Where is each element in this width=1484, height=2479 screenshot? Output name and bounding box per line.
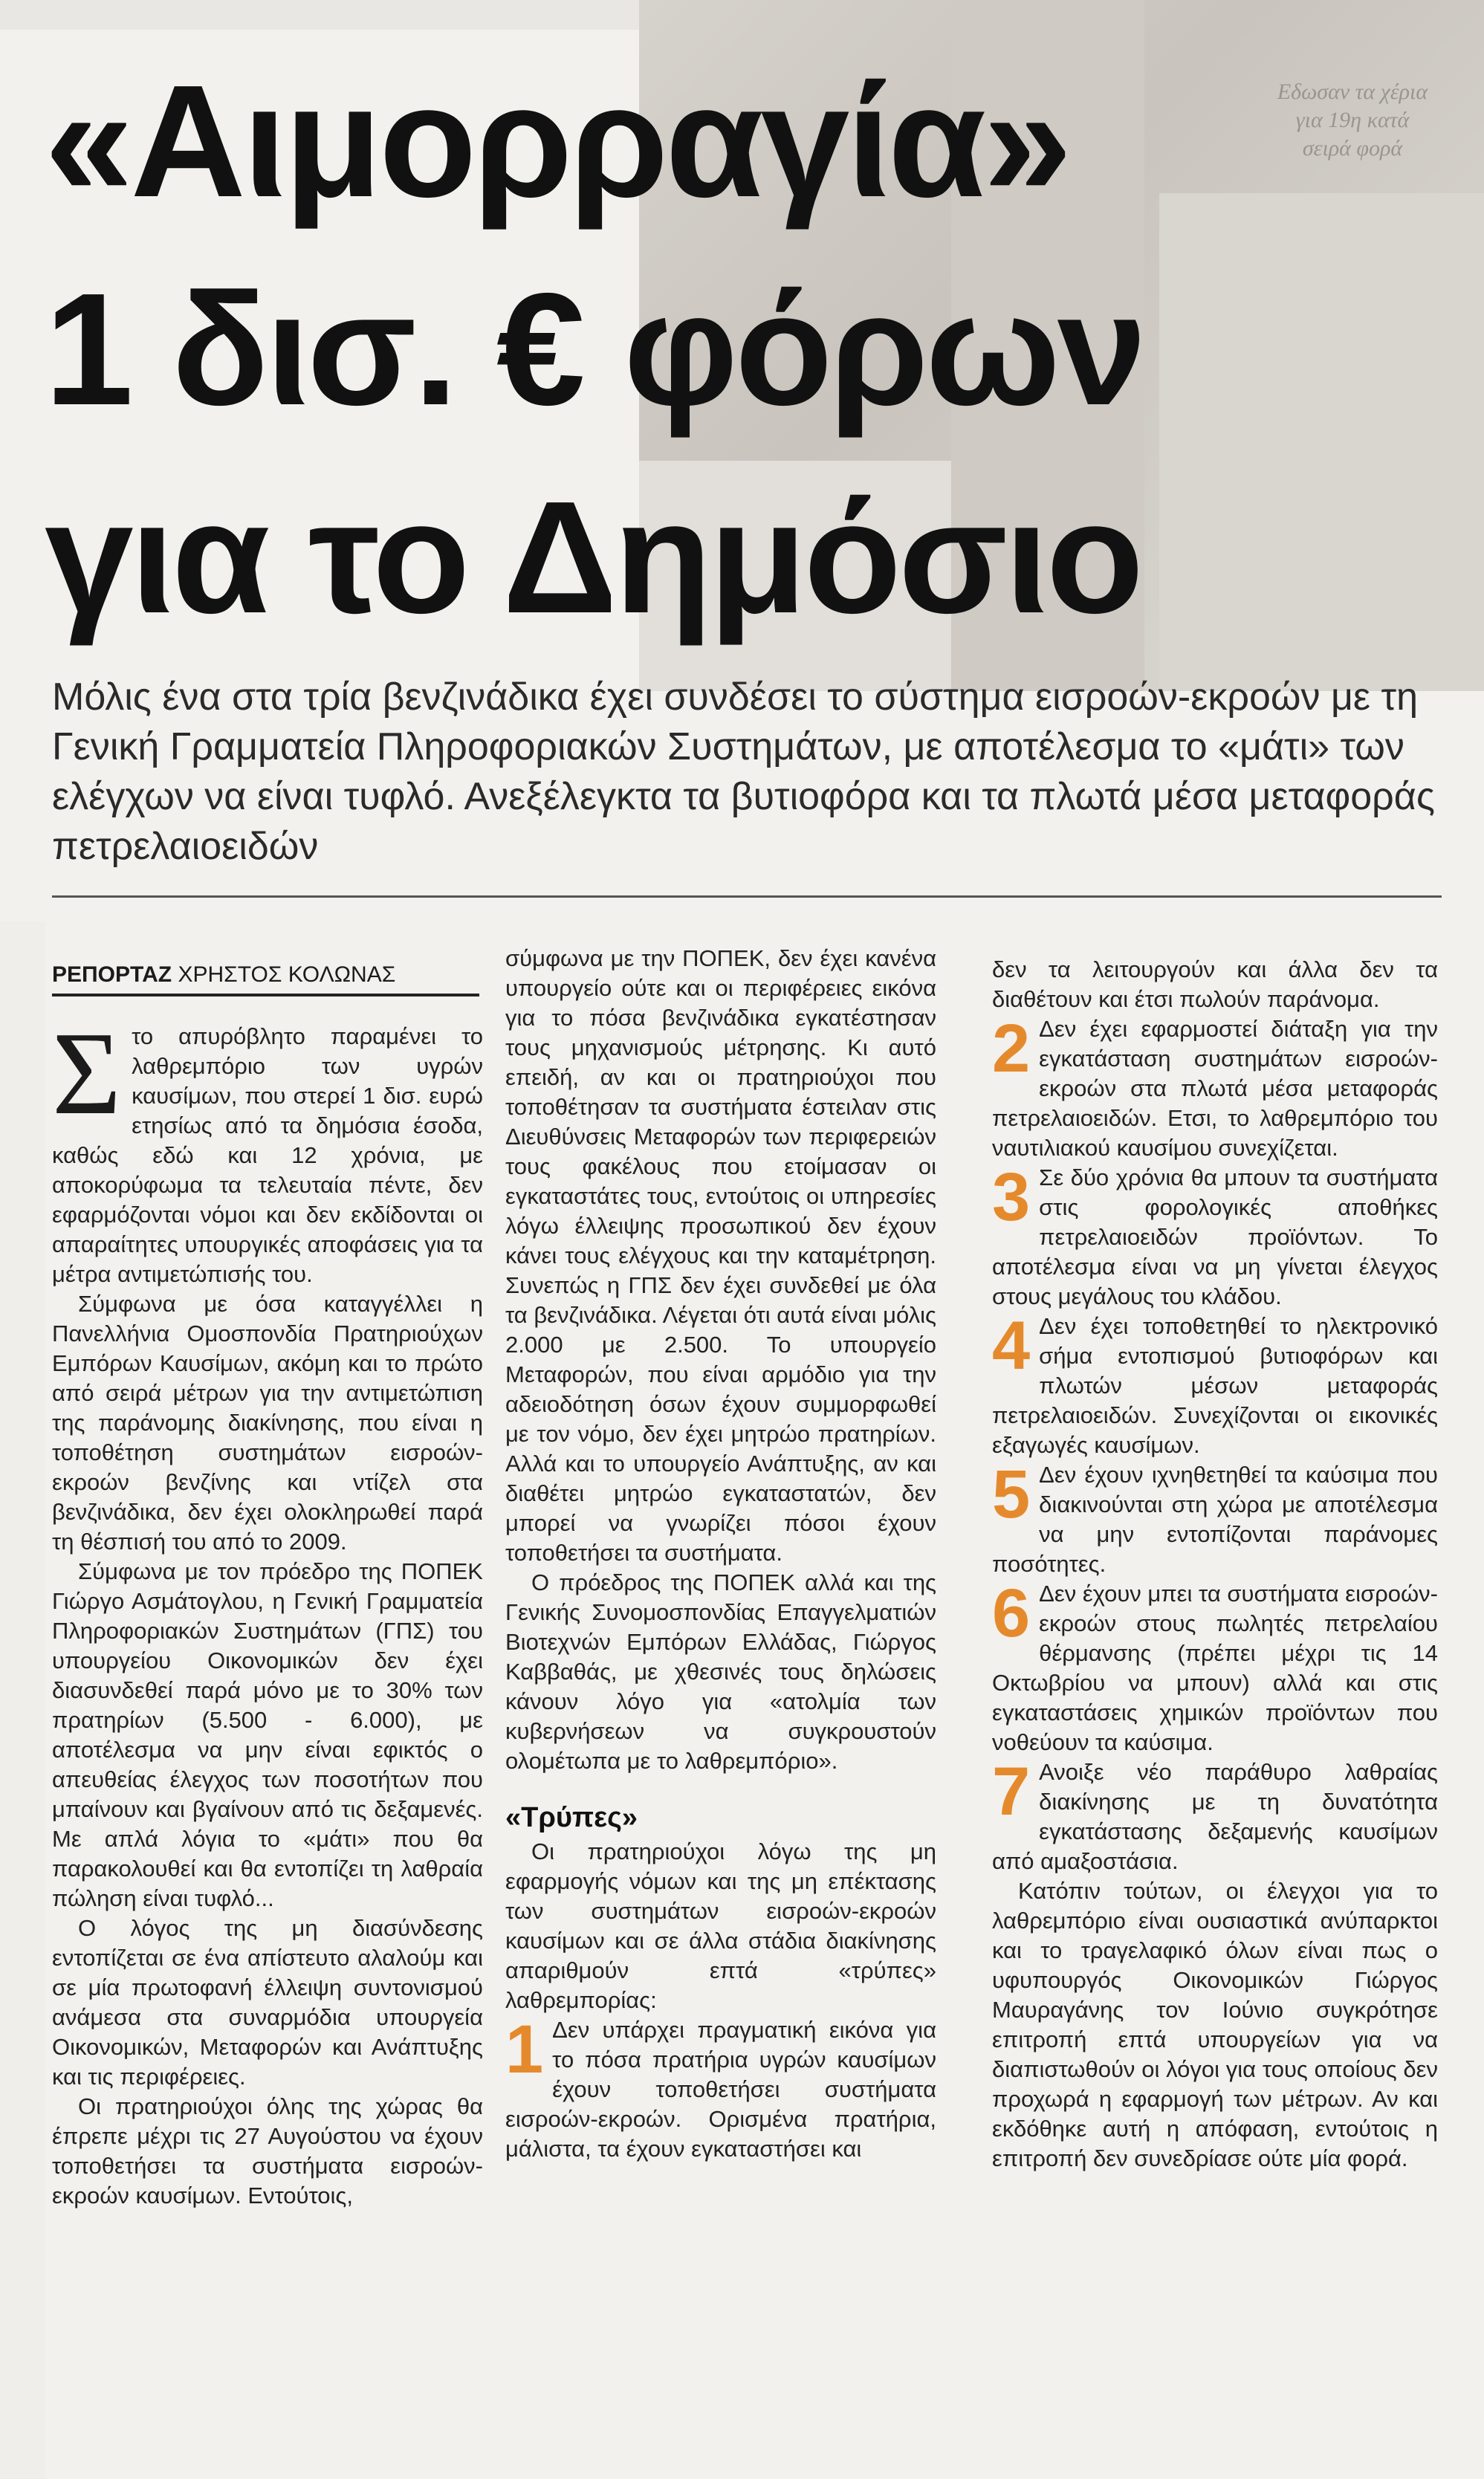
paragraph: Οι πρατηριούχοι λόγω της μη εφαρμογής νόμων και της μη επέκτασης των συστημάτων εισροών-εκροών καυσίμων και σε άλλα στάδια διακίνησης απαριθμούν επτά «τρύπες» λαθρεμπορίας: — [505, 1838, 936, 2013]
list-item — [505, 2012, 936, 2164]
item-text: Δεν υπάρχει πραγματική εικόνα για το πόσα πρατήρια υγρών καυσίμων έχουν τοποθετήσει συστήματα εισροών-εκροών. Ορισμένα πρατήρια, μάλιστα, τα έχουν εγκαταστήσει και — [505, 2017, 936, 2162]
list-item — [992, 1456, 1438, 1579]
item-text: Δεν έχει εφαρμοστεί διάταξη για την εγκατάσταση συστημάτων εισροών-εκροών στα πλωτά μέσα μεταφοράς πετρελαιοειδών. Ετσι, το λαθρεμπόριο του ναυτιλιακού καυσίμου συνεχίζεται. — [992, 1016, 1438, 1161]
article-column-3 — [992, 955, 1438, 2174]
item-text: Δεν έχει τοποθετηθεί το ηλεκτρονικό σήμα εντοπισμού βυτιοφόρων και πλωτών μέσων μεταφοράς πετρελαιοειδών. Συνεχίζονται οι εικονικές εξαγωγές καυσίμων. — [992, 1313, 1438, 1458]
item-number: 7 — [992, 1754, 1031, 1830]
paragraph: Ο πρόεδρος της ΠΟΠΕΚ αλλά και της Γενικής Συνομοσπονδίας Επαγγελματιών Βιοτεχνών Εμπόρων Ελλάδας, Γιώργος Καββαθάς, με χθεσινές τους δηλώσεις κάνουν λόγο για «ατολμία των κυβερνήσεων να συγκρουστούν ολομέτωπα με το λαθρεμπόριο». — [505, 1569, 936, 1774]
list-item — [992, 1308, 1438, 1460]
list-item — [992, 1754, 1438, 1876]
paragraph: Οι πρατηριούχοι όλης της χώρας θα έπρεπε μέχρι τις 27 Αυγούστου να έχουν τοποθετήσει τα συστήματα εισροών-εκροών καυσίμων. Εντούτοις, — [52, 2093, 483, 2209]
item-text: Σε δύο χρόνια θα μπουν τα συστήματα στις φορολογικές αποθήκες πετρελαιοειδών προϊόντων. Το αποτέλεσμα είναι να μη γίνεται έλεγχος στους μεγάλους του κλάδου. — [992, 1164, 1438, 1309]
byline — [52, 962, 479, 997]
list-item — [992, 1011, 1438, 1163]
drop-cap: Σ — [52, 1007, 122, 1139]
paragraph: Σύμφωνα με όσα καταγγέλλει η Πανελλήνια Ομοσπονδία Πρατηριούχων Εμπόρων Καυσίμων, ακόμη και το πρώτο από σειρά μέτρων για την αντιμετώπιση της παράνομης διακίνησης, που είναι η τοποθέτηση συστημάτων εισροών-εκροών βενζίνης και ντίζελ στα βενζινάδικα, δεν έχει ολοκληρωθεί παρά τη θέσπισή του από το 2009. — [52, 1291, 483, 1555]
article-column-1 — [52, 1007, 483, 2211]
paragraph: δεν τα λειτουργούν και άλλα δεν τα διαθέτουν και έτσι πωλούν παράνομα. — [992, 956, 1438, 1012]
item-number: 4 — [992, 1308, 1031, 1384]
paragraph: σύμφωνα με την ΠΟΠΕΚ, δεν έχει κανένα υπουργείο ούτε και οι περιφέρειες εικόνα για το πόσα βενζινάδικα εγκατέστησαν τους μηχανισμούς μέτρησης. Κι αυτό επειδή, αν και οι πρατηριούχοι που τοποθέτησαν τα συστήματα έστειλαν στις Διευθύνσεις Μεταφορών των περιφερειών τους φακέλους που ετοίμασαν οι εγκαταστάτες τους, εντούτοις οι υπηρεσίες λόγω έλλειψης προσωπικού δεν έχουν κάνει τους ελέγχους και την καταμέτρηση. Συνεπώς η ΓΠΣ δεν έχει συνδεθεί με όλα τα βενζινάδικα. Λέγεται ότι αυτά είναι μόλις 2.000 με 2.500. Το υπουργείο Μεταφορών, που είναι αρμόδιο για την αδειοδότηση όσων έχουν συμμορφωθεί με τον νόμο, δεν έχει μητρώο πρατηρίων. Αλλά και το υπουργείο Ανάπτυξης, αν και διαθέτει μητρώο εγκαταστατών, δεν μπορεί να γνωρίζει πόσοι έχουν τοποθετήσει τα συστήματα. — [505, 945, 936, 1566]
paragraph: Ο λόγος της μη διασύνδεσης εντοπίζεται σε ένα απίστευτο αλαλούμ και σε μία πρωτοφανή έλλειψη συντονισμού ανάμεσα στα συναρμόδια υπουργεία Οικονομικών, Μεταφορών και Ανάπτυξης και τις περιφέρειες. — [52, 1915, 483, 2090]
paragraph: Σύμφωνα με τον πρόεδρο της ΠΟΠΕΚ Γιώργο Ασμάτογλου, η Γενική Γραμματεία Πληροφοριακών Συστημάτων (ΓΠΣ) του υπουργείου Οικονομικών δεν έχει διασυνδεθεί παρά μόνο με το 30% των πρατηρίων (5.500 - 6.000), με αποτέλεσμα να μην είναι εφικτός ο απευθείας έλεγχος των ποσοτήτων που μπαίνουν και βγαίνουν από τις δεξαμενές. Με απλά λόγια το «μάτι» που θα παρακολουθεί και θα εντοπίζει τη λαθραία πώληση είναι τυφλό... — [52, 1558, 483, 1911]
paragraph — [52, 1007, 483, 1289]
paragraph: Κατόπιν τούτων, οι έλεγχοι για το λαθρεμπόριο είναι ουσιαστικά ανύπαρκτοι και το τραγελαφικό όλων είναι πως ο υφυπουργός Οικονομικών Γιώργος Μαυραγάνης τον Ιούνιο συγκρότησε επιτροπή επτά υπουργείων για να διαπιστωθούν οι λόγοι για τους οποίους δεν προχωρά η εφαρμογή των μέτρων. Αν και εκδόθηκε αυτή η απόφαση, εντούτοις η επιτροπή δεν συνεδρίασε ούτε μία φορά. — [992, 1878, 1438, 2171]
byline-author: ΧΡΗΣΤΟΣ ΚΟΛΩΝΑΣ — [178, 962, 396, 987]
item-text: Δεν έχουν ιχνηθετηθεί τα καύσιμα που διακινούνται στη χώρα με αποτέλεσμα να μην εντοπίζονται παράνομες ποσότητες. — [992, 1462, 1438, 1577]
item-number: 2 — [992, 1011, 1031, 1086]
byline-label: ΡΕΠΟΡΤΑΖ — [52, 962, 172, 987]
item-number: 6 — [992, 1575, 1031, 1651]
item-number: 5 — [992, 1456, 1031, 1532]
headline-line-3: για το Δημόσιο — [45, 467, 1141, 647]
list-item — [992, 1159, 1438, 1312]
deck-divider — [52, 895, 1442, 898]
deck-summary: Μόλις ένα στα τρία βενζινάδικα έχει συνδέσει το σύστημα εισροών-εκροών με τη Γενική Γραμματεία Πληροφοριακών Συστημάτων, με αποτέλεσμα το «μάτι» των ελέγχων να είναι τυφλό. Ανεξέλεγκτα τα βυτιοφόρα και τα πλωτά μέσα μεταφοράς πετρελαιοειδών — [52, 675, 1435, 868]
left-margin — [0, 921, 45, 2479]
subheading: «Τρύπες» — [505, 1802, 638, 1833]
list-item — [992, 1575, 1438, 1757]
item-number: 1 — [505, 2012, 544, 2087]
headline — [45, 37, 1308, 661]
paragraph-text: το απυρόβλητο παραμένει το λαθρεμπόριο των υγρών καυσίμων, που στερεί 1 δισ. ευρώ ετησίως από τα δημόσια έσοδα, καθώς εδώ και 12 χρόνια, με αποκορύφωμα τα τελευταία πέντε, δεν εφαρμόζονται νόμοι και δεν εκδίδονται οι απαραίτητες υπουργικές αποφάσεις για τα μέτρα αντιμετώπισής του. — [52, 1023, 483, 1287]
item-number: 3 — [992, 1159, 1031, 1235]
item-text: Δεν έχουν μπει τα συστήματα εισροών-εκροών στους πωλητές πετρελαίου θέρμανσης (πρέπει μέχρι τις 14 Οκτωβρίου να μπουν) αλλά και στις εγκαταστάσεις χημικών προϊόντων που νοθεύουν τα καύσιμα. — [992, 1581, 1438, 1755]
item-text: Ανοιξε νέο παράθυρο λαθραίας διακίνησης με τη δυνατότητα εγκατάστασης δεξαμενής καυσίμων από αμαξοστάσια. — [992, 1759, 1438, 1874]
article-column-2 — [505, 944, 936, 2164]
headline-line-1: «Αιμορραγία» — [45, 51, 1069, 230]
photo-caption: Εδωσαν τα χέρια για 19η κατά σειρά φορά — [1277, 80, 1428, 161]
headline-line-2: 1 δισ. € φόρων — [45, 259, 1144, 438]
